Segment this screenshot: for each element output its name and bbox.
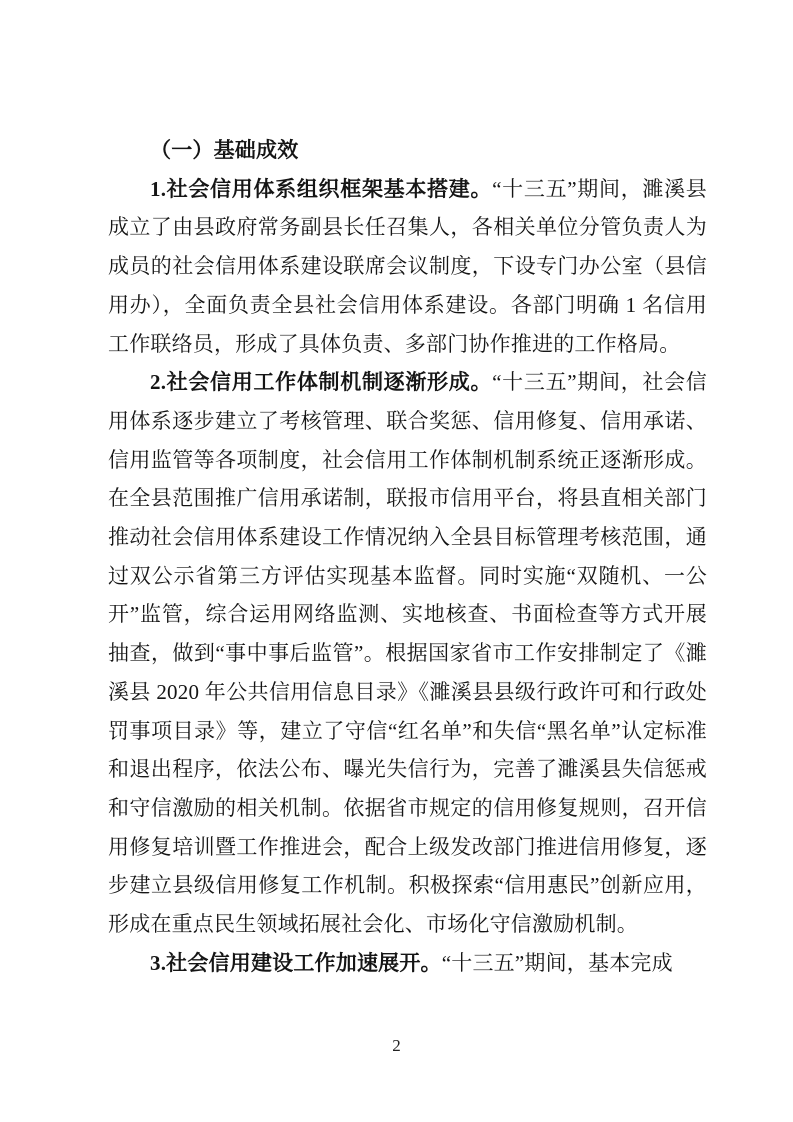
paragraph-1-body: “十三五”期间，濉溪县成立了由县政府常务副县长任召集人，各相关单位分管负责人为成员的社会信用体系建设联席会议制度，下设专门办公室（县信用办），全面负责全县社会信用体系建设。各部门明确 1 名信用工作联络员，形成了具体负责、多部门协作推进的工作格局。	[108, 176, 707, 356]
paragraph-2-body: “十三五”期间，社会信用体系逐步建立了考核管理、联合奖惩、信用修复、信用承诺、信用监管等各项制度，社会信用工作体制机制系统正逐渐形成。在全县范围推广信用承诺制，联报市信用平台，将县直相关部门推动社会信用体系建设工作情况纳入全县目标管理考核范围，通过双公示省第三方评估实现基本监督。同时实施“双随机、一公开”监管，综合运用网络监测、实地核查、书面检查等方式开展抽查，做到“事中事后监管”。根据国家省市工作安排制定了《濉溪县 2020 年公共信用信息目录》《濉溪县县级行政许可和行政处罚事项目录》等，建立了守信“红名单”和失信“黑名单”认定标准和退出程序，依法公布、曝光失信行为，完善了濉溪县失信惩戒和守信激励的相关机制。依据省市规定的信用修复规则，召开信用修复培训暨工作推进会，配合上级发改部门推进信用修复，逐步建立县级信用修复工作机制。积极探索“信用惠民”创新应用，形成在重点民生领域拓展社会化、市场化守信激励机制。	[108, 370, 707, 937]
paragraph-3-body: “十三五”期间，基本完成	[441, 950, 673, 975]
document-body	[108, 131, 707, 982]
paragraph-1-lead: 1.社会信用体系组织框架基本搭建。	[150, 176, 493, 201]
paragraph-2-lead: 2.社会信用工作体制机制逐渐形成。	[150, 370, 493, 395]
paragraph-1	[108, 170, 707, 364]
paragraph-3	[108, 944, 707, 983]
section-heading: （一）基础成效	[150, 138, 299, 162]
page-footer	[0, 1035, 793, 1057]
paragraph-3-lead: 3.社会信用建设工作加速展开。	[150, 950, 442, 975]
page-number: 2	[392, 1036, 401, 1055]
paragraph-2	[108, 363, 707, 944]
